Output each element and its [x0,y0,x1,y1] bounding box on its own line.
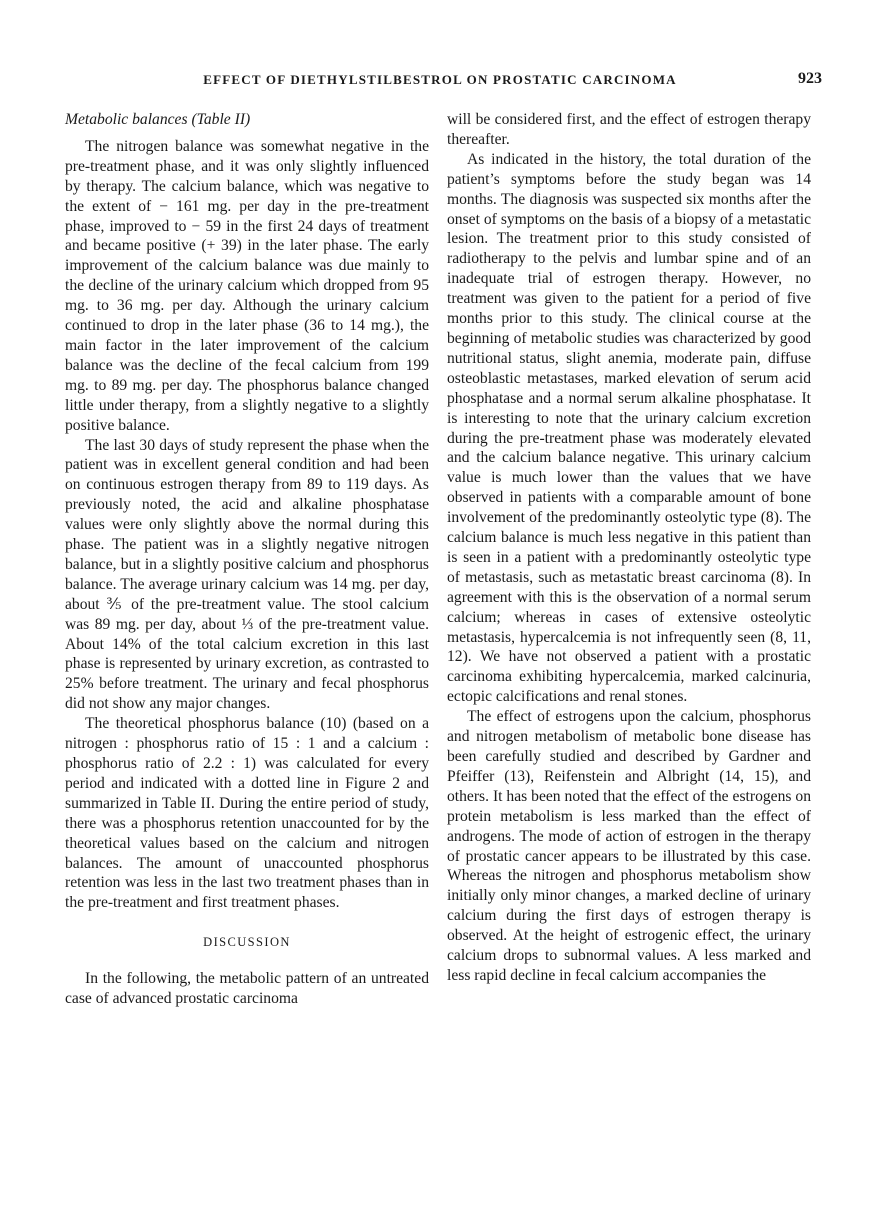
left-column [65,110,429,1009]
body-paragraph-continuation: will be considered first, and the effect of estrogen therapy thereafter. [447,111,811,148]
page-number: 923 [798,70,822,87]
body-paragraph: As indicated in the history, the total duration of the patient’s symptoms before the study began was 14 months. The diagnosis was suspected six months after the onset of symptoms on the basis of a biopsy of a metastatic lesion. The treatment prior to this study consisted of radiotherapy to the pelvis and lumbar spine and of an inadequate trial of estrogen therapy. However, no treatment was given to the patient for a period of five months prior to this study. The clinical course at the beginning of metabolic studies was characterized by good nutritional status, slight anemia, moderate pain, diffuse osteoblastic metastases, marked elevation of serum acid phosphatase and a normal serum alkaline phosphatase. It is interesting to note that the urinary calcium excretion during the pre-treatment phase was moderately elevated and the calcium balance negative. This urinary calcium value is much lower than the values that we have observed in patients with a comparable amount of bone involvement of the predominantly osteolytic type (8). The calcium balance is much less negative in this patient than is seen in a patient with a predominantly osteolytic type of metastasis, such as metastatic breast carcinoma (8). In agreement with this is the observation of a normal serum calcium; whereas in cases of extensive osteolytic metastasis, hypercalcemia is not infrequently seen (8, 11, 12). We have not observed a patient with a prostatic carcinoma exhibiting hypercalcemia, marked calcinuria, ectopic calcifications and renal stones. [447,150,811,706]
body-paragraph: In the following, the metabolic pattern of an untreated case of advanced prostatic carcinoma [65,970,429,1008]
running-title: EFFECT OF DIETHYLSTILBESTROL ON PROSTATIC CARCINOMA [203,72,677,87]
body-paragraph: The effect of estrogens upon the calcium, phosphorus and nitrogen metabolism of metabolic bone disease has been carefully studied and described by Gardner and Pfeiffer (13), Reifenstein and Albright (14, 15), and others. It has been noted that the effect of the estrogens on protein metabolism is less marked than the effect of androgens. The mode of action of estrogen in the therapy of prostatic cancer appears to be illustrated by this case. Whereas the nitrogen and phosphorus metabolism show initially only minor changes, a marked decline of urinary calcium during the first days of estrogen therapy is observed. At the height of estrogenic effect, the urinary calcium drops to subnormal values. A less marked and less rapid decline in fecal calcium accompanies the [447,708,811,984]
body-paragraph: The last 30 days of study represent the phase when the patient was in excellent general condition and had been on continuous estrogen therapy from 89 to 119 days. As previously noted, the acid and alkaline phosphatase values were only slightly above the normal during this phase. The patient was in a slightly negative nitrogen balance, but in a slightly positive calcium and phosphorus balance. The average urinary calcium was 14 mg. per day, about ⅗ of the pre-treatment value. The stool calcium was 89 mg. per day, about ⅓ of the pre-treatment value. About 14% of the total calcium excretion in this last phase is represented by urinary excretion, as contrasted to 25% before treatment. The urinary and fecal phosphorus did not show any major changes. [65,436,429,713]
discussion-heading: DISCUSSION [203,935,291,950]
body-paragraph: The nitrogen balance was somewhat negative in the pre-treatment phase, and it was only slightly influenced by therapy. The calcium balance, which was negative to the extent of − 161 mg. per day in the pre-treatment phase, improved to − 59 in the first 24 days of treatment and became positive (+ 39) in the later phase. The early improvement of the calcium balance was due mainly to the decline of the urinary calcium which dropped from 95 mg. to 36 mg. per day. Although the urinary calcium continued to drop in the later phase (36 to 14 mg.), the main factor in the later improvement of the calcium balance was the decline of the fecal calcium from 199 mg. to 89 mg. per day. The phosphorus balance changed little under therapy, from a slightly negative to a slightly positive balance. [65,137,429,434]
body-paragraph: The theoretical phosphorus balance (10) (based on a nitrogen : phosphorus ratio of 15 : 1 and a calcium : phosphorus ratio of 2.2 : 1) was calculated for every period and indicated with a dotted line in Figure 2 and summarized in Table II. During the entire period of study, there was a phosphorus retention unaccounted for by the theoretical values based on the calcium and nitrogen balances. The amount of unaccounted phosphorus retention was less in the last two treatment phases than in the pre-treatment and first treatment phases. [65,715,429,912]
right-column [447,110,811,986]
section-title: Metabolic balances (Table II) [65,111,251,128]
